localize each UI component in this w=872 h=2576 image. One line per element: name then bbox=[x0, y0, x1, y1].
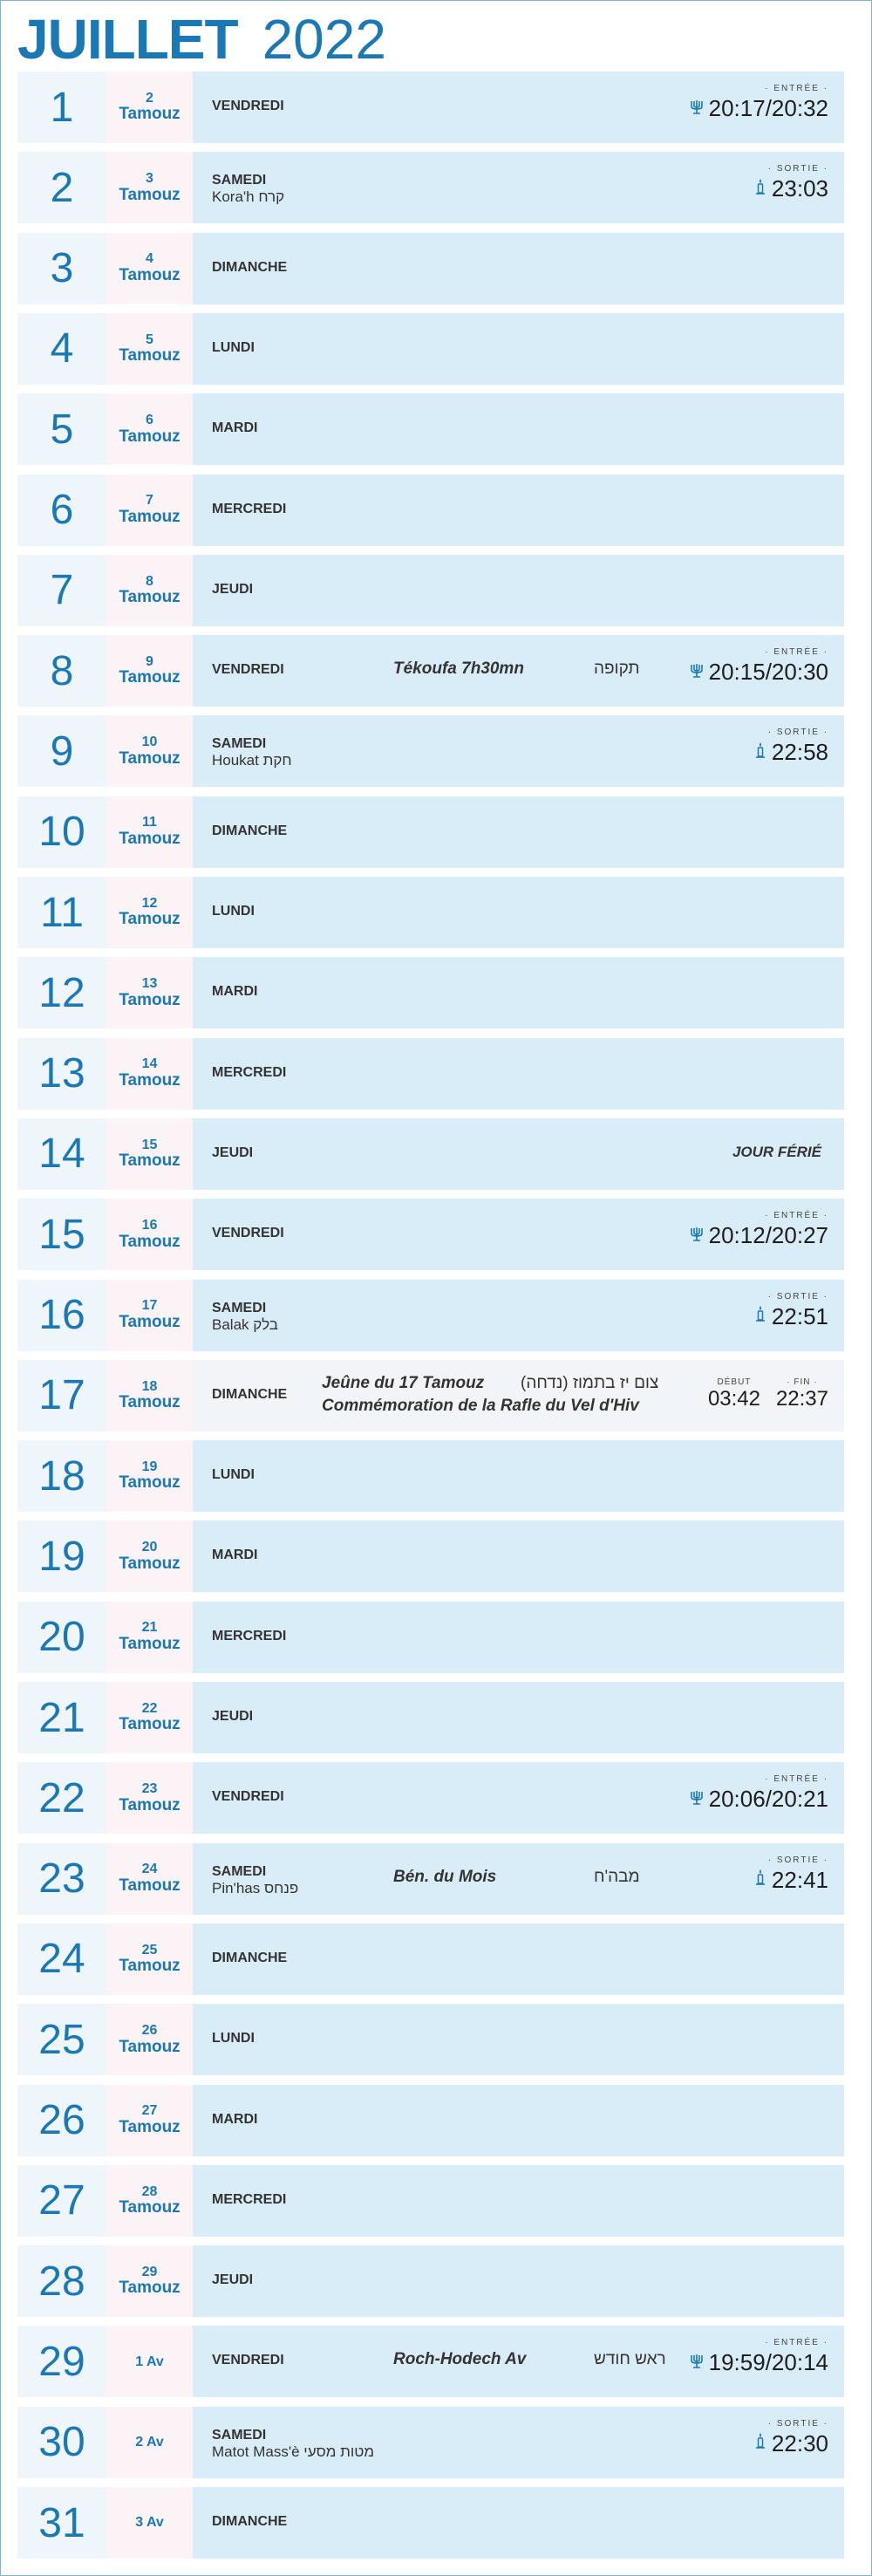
fast-start-time: 03:42 bbox=[707, 1386, 760, 1411]
hebrew-month: Tamouz bbox=[119, 748, 181, 768]
entry-label: · ENTRÉE · bbox=[765, 1774, 828, 1785]
shabbat-entry bbox=[690, 2338, 828, 2376]
day-details bbox=[193, 2487, 844, 2559]
parasha-label: Kora'h קרח bbox=[212, 188, 285, 206]
day-row bbox=[17, 2245, 844, 2317]
weekday-label: MARDI bbox=[212, 420, 258, 436]
day-number: 22 bbox=[17, 1762, 106, 1834]
hebrew-day: 1 Av bbox=[135, 2354, 164, 2369]
exit-time: 22:41 bbox=[771, 1866, 828, 1893]
weekday-label: JEUDI bbox=[212, 1145, 254, 1160]
day-details bbox=[193, 555, 844, 626]
hebrew-month: Tamouz bbox=[119, 1957, 181, 1976]
weekday-label: MARDI bbox=[212, 984, 258, 1000]
entry-time: 20:12/20:27 bbox=[708, 1222, 828, 1249]
hebrew-date bbox=[106, 555, 193, 626]
event-hebrew-label: תקופה bbox=[594, 659, 640, 679]
day-number: 11 bbox=[17, 877, 106, 948]
hebrew-date bbox=[106, 877, 193, 948]
hebrew-month: Tamouz bbox=[119, 1473, 181, 1493]
day-details bbox=[193, 1682, 844, 1753]
hebrew-date bbox=[106, 2407, 193, 2478]
hebrew-month: Tamouz bbox=[119, 1876, 181, 1895]
hebrew-month: Tamouz bbox=[119, 105, 181, 124]
hebrew-date bbox=[106, 393, 193, 465]
exit-label: · SORTIE · bbox=[767, 2418, 828, 2429]
day-number: 23 bbox=[17, 1843, 106, 1915]
day-row bbox=[17, 796, 844, 868]
exit-time: 22:51 bbox=[771, 1302, 828, 1329]
day-details bbox=[193, 233, 844, 304]
shabbat-entry bbox=[690, 647, 828, 686]
day-number: 12 bbox=[17, 957, 106, 1028]
day-number: 30 bbox=[17, 2407, 106, 2478]
entry-label: · ENTRÉE · bbox=[765, 2338, 828, 2348]
day-details bbox=[193, 152, 844, 223]
hebrew-month: Tamouz bbox=[119, 830, 181, 849]
day-row bbox=[17, 233, 844, 304]
day-row bbox=[17, 957, 844, 1028]
weekday-label: SAMEDI bbox=[212, 173, 267, 188]
weekday-label: DIMANCHE bbox=[212, 1950, 288, 1965]
weekday-label: MERCREDI bbox=[212, 1064, 287, 1080]
hebrew-date bbox=[106, 1923, 193, 1995]
day-details bbox=[193, 2245, 844, 2317]
day-details bbox=[193, 1118, 844, 1190]
day-number: 14 bbox=[17, 1118, 106, 1190]
hebrew-month: Tamouz bbox=[119, 1232, 181, 1251]
hebrew-date bbox=[106, 1762, 193, 1834]
day-details bbox=[193, 1843, 844, 1915]
day-number: 4 bbox=[17, 313, 106, 385]
day-row bbox=[17, 877, 844, 948]
day-details bbox=[193, 313, 844, 385]
entry-time: 20:06/20:21 bbox=[708, 1786, 828, 1813]
day-details bbox=[193, 877, 844, 948]
day-number: 17 bbox=[17, 1360, 106, 1431]
day-row bbox=[17, 1602, 844, 1673]
event-secondary-label: Commémoration de la Rafle du Vel d'Hiv bbox=[322, 1396, 639, 1415]
hebrew-month: Tamouz bbox=[119, 668, 181, 687]
hebrew-date bbox=[106, 233, 193, 304]
hebrew-date bbox=[106, 796, 193, 868]
hebrew-day: 12 bbox=[141, 895, 158, 911]
hebrew-day: 2 bbox=[146, 90, 153, 106]
weekday-label: MARDI bbox=[212, 1548, 258, 1563]
day-details bbox=[193, 393, 844, 465]
day-row bbox=[17, 1038, 844, 1110]
day-row bbox=[17, 1280, 844, 1351]
hebrew-day: 25 bbox=[141, 1942, 158, 1958]
day-details bbox=[193, 1923, 844, 1995]
weekday-label: VENDREDI bbox=[212, 662, 284, 678]
holiday-label: JOUR FÉRIÉ bbox=[732, 1143, 821, 1160]
hebrew-day: 17 bbox=[141, 1298, 158, 1314]
hebrew-month: Tamouz bbox=[119, 990, 181, 1009]
weekday-label: MARDI bbox=[212, 2111, 258, 2127]
menorah-icon bbox=[690, 661, 704, 684]
parasha-label: Pin'has פנחס bbox=[212, 1879, 299, 1896]
day-number: 2 bbox=[17, 152, 106, 223]
day-details bbox=[193, 1602, 844, 1673]
hebrew-day: 7 bbox=[146, 493, 153, 509]
candle-icon bbox=[754, 2432, 766, 2455]
day-row bbox=[17, 152, 844, 223]
weekday-label: MERCREDI bbox=[212, 1628, 287, 1643]
hebrew-date bbox=[106, 2004, 193, 2075]
day-details bbox=[193, 475, 844, 546]
exit-time: 23:03 bbox=[771, 175, 828, 202]
shabbat-exit bbox=[754, 164, 828, 202]
menorah-icon bbox=[690, 1225, 704, 1247]
day-row bbox=[17, 1118, 844, 1190]
hebrew-month: Tamouz bbox=[119, 2037, 181, 2056]
day-number: 1 bbox=[17, 72, 106, 143]
entry-time: 19:59/20:14 bbox=[708, 2349, 828, 2376]
exit-time: 22:58 bbox=[771, 739, 828, 766]
hebrew-day: 11 bbox=[142, 815, 157, 830]
hebrew-month: Tamouz bbox=[119, 346, 181, 366]
hebrew-day: 3 bbox=[146, 171, 153, 187]
day-details bbox=[193, 1280, 844, 1351]
candle-icon bbox=[754, 741, 766, 764]
day-details bbox=[193, 796, 844, 868]
day-row bbox=[17, 1199, 844, 1270]
shabbat-entry bbox=[690, 84, 828, 122]
hebrew-date bbox=[106, 2487, 193, 2559]
hebrew-day: 6 bbox=[146, 412, 153, 427]
weekday-label: VENDREDI bbox=[212, 1789, 284, 1805]
hebrew-month: Tamouz bbox=[119, 1070, 181, 1090]
weekday-label: MERCREDI bbox=[212, 501, 287, 516]
weekday-label: VENDREDI bbox=[212, 99, 284, 113]
shabbat-entry bbox=[690, 1211, 828, 1249]
weekday-label: MERCREDI bbox=[212, 2191, 287, 2207]
event-hebrew-label: צום יז בתמוז (נדחה) bbox=[521, 1373, 659, 1392]
hebrew-date bbox=[106, 152, 193, 223]
candle-icon bbox=[754, 178, 766, 201]
weekday-label: LUNDI bbox=[212, 1467, 255, 1483]
hebrew-date bbox=[106, 957, 193, 1028]
hebrew-day: 27 bbox=[141, 2103, 158, 2119]
day-row bbox=[17, 1762, 844, 1834]
hebrew-day: 22 bbox=[141, 1700, 158, 1716]
hebrew-day: 9 bbox=[146, 653, 153, 669]
hebrew-date bbox=[106, 1440, 193, 1512]
day-details bbox=[193, 957, 844, 1028]
weekday-label: DIMANCHE bbox=[212, 1386, 288, 1402]
day-details bbox=[193, 635, 844, 707]
exit-label: · SORTIE · bbox=[767, 728, 828, 738]
day-row bbox=[17, 635, 844, 707]
day-row bbox=[17, 475, 844, 546]
weekday-label: SAMEDI bbox=[212, 736, 267, 752]
hebrew-day: 20 bbox=[141, 1540, 158, 1555]
day-number: 24 bbox=[17, 1923, 106, 1995]
hebrew-day: 29 bbox=[141, 2264, 158, 2279]
day-number: 18 bbox=[17, 1440, 106, 1512]
hebrew-month: Tamouz bbox=[119, 507, 181, 526]
hebrew-date bbox=[106, 1520, 193, 1592]
weekday-label: LUNDI bbox=[212, 2031, 255, 2046]
day-details bbox=[193, 715, 844, 787]
day-number: 10 bbox=[17, 796, 106, 868]
hebrew-day: 13 bbox=[141, 976, 158, 992]
event-label: Bén. du Mois bbox=[393, 1867, 497, 1886]
candle-icon bbox=[754, 1305, 766, 1328]
shabbat-exit bbox=[754, 728, 828, 766]
hebrew-date bbox=[106, 1280, 193, 1351]
day-number: 6 bbox=[17, 475, 106, 546]
event-label: Tékoufa 7h30mn bbox=[393, 659, 524, 679]
hebrew-month: Tamouz bbox=[119, 265, 181, 284]
month-title: JUILLET bbox=[17, 8, 238, 71]
hebrew-date bbox=[106, 72, 193, 143]
fast-start-label: DÉBUT bbox=[717, 1377, 752, 1387]
entry-time: 20:15/20:30 bbox=[708, 659, 828, 686]
day-number: 21 bbox=[17, 1682, 106, 1753]
day-details bbox=[193, 1520, 844, 1592]
weekday-label: DIMANCHE bbox=[212, 259, 288, 275]
year-title: 2022 bbox=[262, 8, 386, 71]
hebrew-month: Tamouz bbox=[119, 1151, 181, 1171]
day-details bbox=[193, 2004, 844, 2075]
day-number: 7 bbox=[17, 555, 106, 626]
day-details bbox=[193, 2165, 844, 2237]
hebrew-date bbox=[106, 475, 193, 546]
day-row bbox=[17, 1682, 844, 1753]
hebrew-day: 21 bbox=[141, 1620, 158, 1636]
hebrew-day: 3 Av bbox=[135, 2515, 164, 2531]
hebrew-month: Tamouz bbox=[119, 427, 181, 446]
day-number: 20 bbox=[17, 1602, 106, 1673]
hebrew-date bbox=[106, 1843, 193, 1915]
day-row bbox=[17, 1923, 844, 1995]
menorah-icon bbox=[690, 1788, 704, 1811]
hebrew-date bbox=[106, 1199, 193, 1270]
hebrew-month: Tamouz bbox=[119, 1635, 181, 1654]
fast-start bbox=[708, 1377, 760, 1411]
day-row bbox=[17, 2004, 844, 2075]
hebrew-month: Tamouz bbox=[119, 1554, 181, 1573]
hebrew-day: 10 bbox=[141, 735, 158, 750]
hebrew-date bbox=[106, 2085, 193, 2156]
hebrew-month: Tamouz bbox=[119, 2279, 181, 2298]
day-row bbox=[17, 2487, 844, 2559]
menorah-icon bbox=[690, 2352, 704, 2374]
hebrew-day: 14 bbox=[141, 1056, 158, 1072]
hebrew-month: Tamouz bbox=[119, 1393, 181, 1412]
entry-label: · ENTRÉE · bbox=[765, 1211, 828, 1221]
day-details bbox=[193, 1360, 844, 1431]
weekday-label: DIMANCHE bbox=[212, 823, 288, 838]
fast-end-time: 22:37 bbox=[775, 1386, 828, 1411]
hebrew-date bbox=[106, 2245, 193, 2317]
weekday-label: SAMEDI bbox=[212, 1863, 267, 1879]
day-number: 13 bbox=[17, 1038, 106, 1110]
hebrew-date bbox=[106, 715, 193, 787]
weekday-label: LUNDI bbox=[212, 904, 255, 919]
hebrew-date bbox=[106, 313, 193, 385]
day-details bbox=[193, 1199, 844, 1270]
weekday-label: JEUDI bbox=[212, 581, 254, 597]
hebrew-month: Tamouz bbox=[119, 1715, 181, 1734]
event-hebrew-label: ראש חודש bbox=[594, 2350, 666, 2369]
day-number: 25 bbox=[17, 2004, 106, 2075]
fast-end bbox=[776, 1377, 828, 1411]
day-details bbox=[193, 1038, 844, 1110]
hebrew-date bbox=[106, 1118, 193, 1190]
menorah-icon bbox=[690, 98, 704, 120]
hebrew-month: Tamouz bbox=[119, 2117, 181, 2136]
shabbat-exit bbox=[754, 1292, 828, 1330]
hebrew-month: Tamouz bbox=[119, 1795, 181, 1814]
weekday-label: SAMEDI bbox=[212, 2427, 267, 2443]
hebrew-day: 28 bbox=[141, 2183, 158, 2199]
hebrew-date bbox=[106, 1682, 193, 1753]
hebrew-day: 18 bbox=[141, 1378, 158, 1394]
hebrew-month: Tamouz bbox=[119, 910, 181, 929]
day-details bbox=[193, 72, 844, 143]
shabbat-exit bbox=[754, 1855, 828, 1894]
hebrew-month: Tamouz bbox=[119, 588, 181, 607]
hebrew-day: 19 bbox=[141, 1459, 158, 1474]
weekday-label: LUNDI bbox=[212, 339, 255, 355]
day-number: 5 bbox=[17, 393, 106, 465]
day-details bbox=[193, 1440, 844, 1512]
hebrew-day: 15 bbox=[141, 1137, 158, 1152]
day-number: 3 bbox=[17, 233, 106, 304]
exit-time: 22:30 bbox=[771, 2429, 828, 2456]
day-number: 19 bbox=[17, 1520, 106, 1592]
hebrew-day: 26 bbox=[141, 2022, 158, 2038]
day-number: 8 bbox=[17, 635, 106, 707]
day-details bbox=[193, 1762, 844, 1834]
hebrew-day: 2 Av bbox=[135, 2434, 164, 2450]
day-details bbox=[193, 2326, 844, 2397]
hebrew-day: 8 bbox=[146, 573, 153, 589]
day-number: 15 bbox=[17, 1199, 106, 1270]
hebrew-day: 5 bbox=[146, 331, 153, 347]
day-row bbox=[17, 1843, 844, 1915]
day-row bbox=[17, 2326, 844, 2397]
day-row bbox=[17, 72, 844, 143]
day-row bbox=[17, 1520, 844, 1592]
day-number: 29 bbox=[17, 2326, 106, 2397]
day-row bbox=[17, 313, 844, 385]
weekday-label: JEUDI bbox=[212, 2272, 254, 2288]
entry-time: 20:17/20:32 bbox=[708, 95, 828, 121]
exit-label: · SORTIE · bbox=[767, 1855, 828, 1865]
day-row bbox=[17, 2085, 844, 2156]
day-number: 16 bbox=[17, 1280, 106, 1351]
event-label: Jeûne du 17 Tamouz bbox=[322, 1373, 485, 1392]
hebrew-month: Tamouz bbox=[119, 185, 181, 204]
weekday-label: VENDREDI bbox=[212, 1226, 284, 1241]
hebrew-day: 16 bbox=[141, 1217, 158, 1233]
hebrew-day: 24 bbox=[141, 1862, 158, 1877]
calendar-header bbox=[17, 7, 386, 70]
fast-end-label: · FIN · bbox=[787, 1377, 818, 1387]
hebrew-month: Tamouz bbox=[119, 1312, 181, 1331]
event-label: Roch-Hodech Av bbox=[393, 2350, 527, 2369]
hebrew-date bbox=[106, 2165, 193, 2237]
candle-icon bbox=[754, 1869, 766, 1891]
day-row bbox=[17, 2165, 844, 2237]
exit-label: · SORTIE · bbox=[767, 1291, 828, 1302]
day-number: 26 bbox=[17, 2085, 106, 2156]
hebrew-month: Tamouz bbox=[119, 2198, 181, 2217]
day-row bbox=[17, 555, 844, 626]
day-row bbox=[17, 1440, 844, 1512]
weekday-label: VENDREDI bbox=[212, 2353, 284, 2368]
parasha-label: Balak בלק bbox=[212, 1315, 278, 1333]
hebrew-day: 4 bbox=[146, 251, 153, 267]
hebrew-day: 23 bbox=[141, 1781, 158, 1797]
day-row bbox=[17, 1360, 844, 1431]
shabbat-entry bbox=[690, 1774, 828, 1813]
hebrew-date bbox=[106, 1602, 193, 1673]
shabbat-exit bbox=[754, 2419, 828, 2457]
hebrew-date bbox=[106, 1038, 193, 1110]
day-details bbox=[193, 2085, 844, 2156]
hebrew-date bbox=[106, 2326, 193, 2397]
day-number: 28 bbox=[17, 2245, 106, 2317]
hebrew-date bbox=[106, 1360, 193, 1431]
day-details bbox=[193, 2407, 844, 2478]
weekday-label: SAMEDI bbox=[212, 1300, 267, 1315]
day-row bbox=[17, 715, 844, 787]
hebrew-date bbox=[106, 635, 193, 707]
weekday-label: JEUDI bbox=[212, 1709, 254, 1724]
day-row bbox=[17, 393, 844, 465]
exit-label: · SORTIE · bbox=[767, 164, 828, 174]
entry-label: · ENTRÉE · bbox=[765, 647, 828, 658]
day-number: 31 bbox=[17, 2487, 106, 2559]
day-row bbox=[17, 2407, 844, 2478]
entry-label: · ENTRÉE · bbox=[765, 84, 828, 93]
day-number: 27 bbox=[17, 2165, 106, 2237]
parasha-label: Matot Mass'è מטות מסעי bbox=[212, 2443, 375, 2460]
day-number: 9 bbox=[17, 715, 106, 787]
weekday-label: DIMANCHE bbox=[212, 2514, 288, 2529]
event-hebrew-label: מבה'ח bbox=[594, 1867, 640, 1886]
parasha-label: Houkat חקת bbox=[212, 752, 292, 769]
